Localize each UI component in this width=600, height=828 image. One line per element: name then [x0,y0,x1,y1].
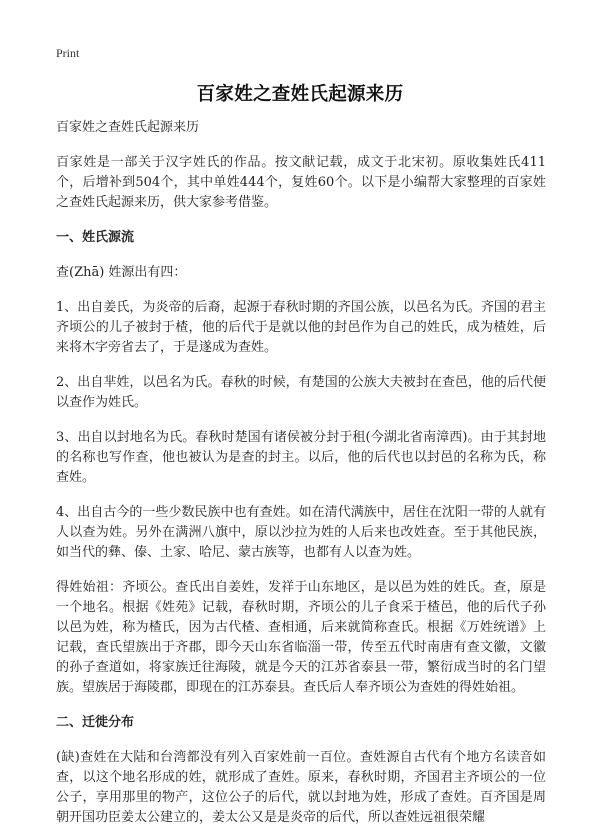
intro-paragraph: 百家姓是一部关于汉字姓氏的作品。按文献记载，成文于北宋初。原收集姓氏411个，后增补到504个，其中单姓444个，复姓60个。以下是小编帮大家整理的百家姓之查姓氏起源来历，供大家参考借鉴。 [56,155,546,210]
origin-paragraph-4: 4、出自古今的一些少数民族中也有查姓。如在清代满族中，居住在沈阳一带的人就有人以查为姓。另外在满洲八旗中，原以沙拉为姓的人后来也改姓查。至于其他民族，如当代的彝、傣、土家、哈尼、蒙古族等，也都有人以查为姓。 [56,505,546,560]
article-subtitle: 百家姓之查姓氏起源来历 [56,120,200,135]
origin-paragraph-3: 3、出自以封地名为氏。春秋时楚国有诸侯被分封于租(今湖北省南漳西)。由于其封地的名称也写作查，他也被认为是查的封主。以后，他的后代也以封邑的名称为氏，称查姓。 [56,430,546,485]
print-link[interactable]: Print [56,46,80,60]
origin-paragraph-1: 1、出自姜氏，为炎帝的后裔，起源于春秋时期的齐国公族，以邑名为氏。齐国的君主齐顷公的儿子被封于楂，他的后代于是就以他的封邑作为自己的姓氏，成为楂姓，后来将木字旁省去了，于是遂成为查姓。 [56,300,546,355]
section-heading-origin: 一、姓氏源流 [56,230,135,245]
article-body [56,118,546,828]
ancestor-paragraph: 得姓始祖：齐顷公。查氏出自姜姓，发祥于山东地区，是以邑为姓的姓氏。查，原是一个地名。根据《姓苑》记载，春秋时期，齐顷公的儿子食采于楂邑，他的后代子孙以邑为姓，称为楂氏，因为古代楂、查相通，后来就简称查氏。根据《万姓统谱》上记载，查氏望族出于齐郡，即今天山东省临淄一带，传至五代时南唐有查文徽，文徽的孙子查道如，将家族迁往海陵，就是今天的江苏省泰县一带，繁衍成当时的名门望族。望族居于海陵郡，即现在的江苏泰县。查氏后人奉齐顷公为查姓的得姓始祖。 [56,580,546,695]
section-heading-migration: 二、迁徙分布 [56,715,135,730]
page-title: 百家姓之查姓氏起源来历 [196,84,404,105]
migration-paragraph: (缺)查姓在大陆和台湾都没有列入百家姓前一百位。查姓源自古代有个地方名读音如查，以这个地名形成的姓，就形成了查姓。原来，春秋时期，齐国君主齐顷公的一位公子，享用那里的物产，这位公子的后代，就以封地为姓，形成了查姓。百齐国是周朝开国功臣姜太公建立的，姜太公又是是炎帝的后代，所以查姓远祖很荣耀 [56,750,546,825]
origin-lead-paragraph: 查(Zhā) 姓源出有四： [56,265,187,280]
origin-paragraph-2: 2、出自芈姓，以邑名为氏。春秋的时候，有楚国的公族大夫被封在查邑，他的后代便以查作为姓氏。 [56,375,546,410]
